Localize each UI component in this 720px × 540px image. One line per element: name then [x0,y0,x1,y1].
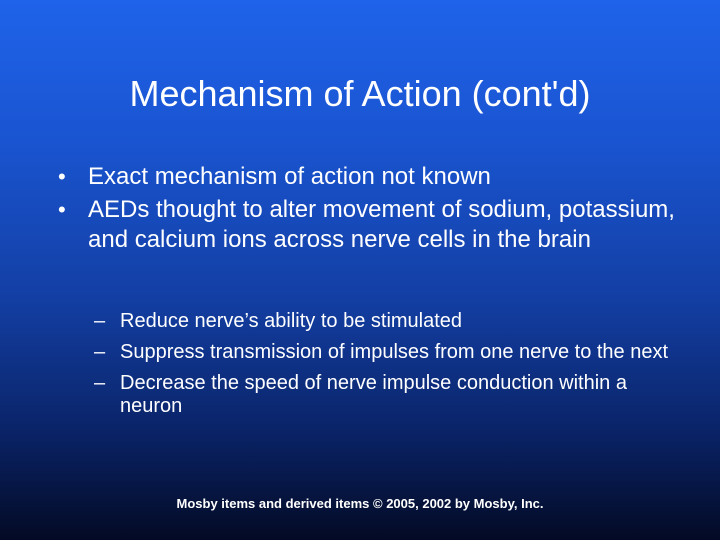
sub-bullet-text: Decrease the speed of nerve impulse conduction within a neuron [120,372,627,417]
bullet-text: AEDs thought to alter movement of sodium, potassium, and calcium ions across nerve cells in the brain [88,196,675,253]
bullet-list [58,162,678,258]
sub-bullet-marker: – [94,310,106,332]
sub-bullet-text: Reduce nerve’s ability to be stimulated [120,310,463,332]
bullet-item [58,195,678,255]
sub-bullet-marker: – [94,372,106,394]
sub-bullet-item [94,310,694,333]
bullet-marker: • [58,197,66,222]
bullet-item [58,162,678,192]
copyright-footer: Mosby items and derived items © 2005, 2002 by Mosby, Inc. [176,496,544,511]
sub-bullet-item [94,372,694,418]
slide-title: Mechanism of Action (cont'd) [129,73,591,114]
sub-bullet-marker: – [94,341,106,363]
bullet-text: Exact mechanism of action not known [88,163,491,190]
sub-bullet-text: Suppress transmission of impulses from one nerve to the next [120,341,669,363]
sub-bullet-item [94,341,694,364]
bullet-marker: • [58,164,66,189]
sub-bullet-list [94,310,694,426]
